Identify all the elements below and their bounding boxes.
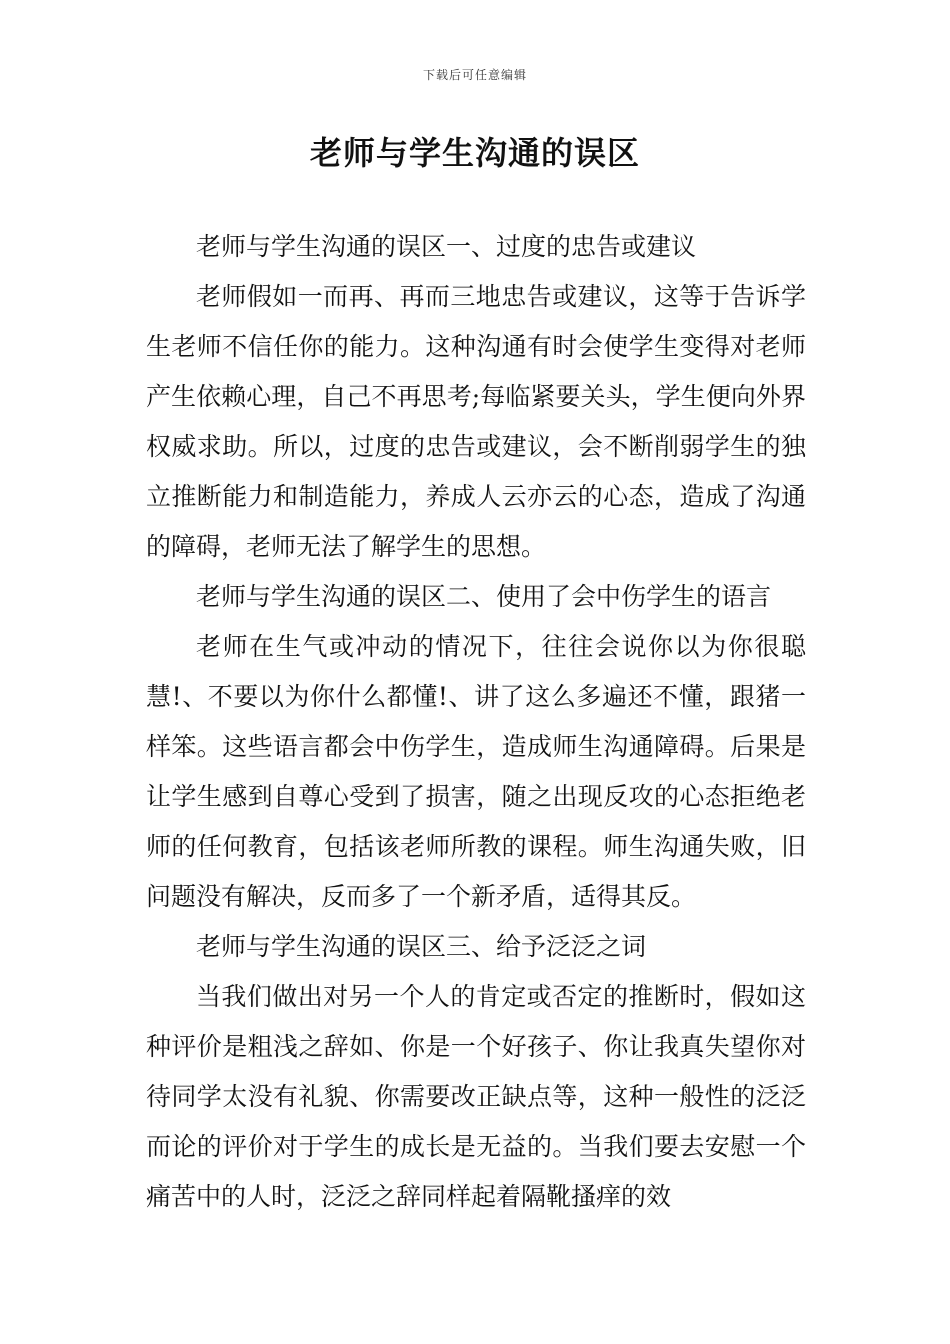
document-body bbox=[146, 222, 806, 1222]
section-heading-3: 老师与学生沟通的误区三、给予泛泛之词 bbox=[196, 932, 647, 961]
document-title: 老师与学生沟通的误区 bbox=[309, 134, 640, 172]
body-paragraph-2: 老师在生气或冲动的情况下，往往会说你以为你很聪慧!、不要以为你什么都懂!、讲了这么多遍还不懂，跟猪一样笨。这些语言都会中伤学生，造成师生沟通障碍。后果是让学生感到自尊心受到了损害，随之出现反攻的心态拒绝老师的任何教育，包括该老师所教的课程。师生沟通失败，旧问题没有解决，反而多了一个新矛盾，适得其反。 bbox=[146, 632, 806, 911]
header-note: 下载后可任意编辑 bbox=[422, 68, 527, 82]
body-paragraph-1: 老师假如一而再、再而三地忠告或建议，这等于告诉学生老师不信任你的能力。这种沟通有时会使学生变得对老师产生依赖心理，自己不再思考;每临紧要关头，学生便向外界权威求助。所以，过度的忠告或建议，会不断削弱学生的独立推断能力和制造能力，养成人云亦云的心态，造成了沟通的障碍，老师无法了解学生的思想。 bbox=[146, 282, 806, 561]
section-heading-2: 老师与学生沟通的误区二、使用了会中伤学生的语言 bbox=[196, 582, 772, 611]
section-heading-1: 老师与学生沟通的误区一、过度的忠告或建议 bbox=[196, 232, 697, 261]
body-paragraph-3: 当我们做出对另一个人的肯定或否定的推断时，假如这种评价是粗浅之辞如、你是一个好孩子、你让我真失望你对待同学太没有礼貌、你需要改正缺点等，这种一般性的泛泛而论的评价对于学生的成长是无益的。当我们要去安慰一个痛苦中的人时，泛泛之辞同样起着隔靴搔痒的效 bbox=[146, 982, 806, 1211]
